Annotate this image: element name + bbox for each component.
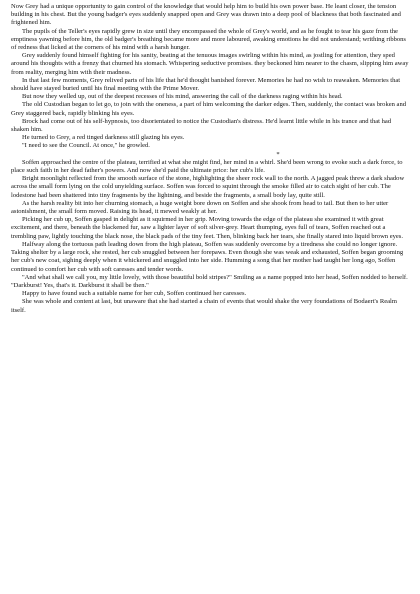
paragraph: But now they welled up, out of the deepest recesses of his mind, answering the call of the darkness raging within his head. bbox=[22, 93, 343, 101]
paragraph: The old Custodian began to let go, to join with the oneness, a part of him welcoming the darker edges. Then, suddenly, the contact was broken and Grey staggered back, rapidly blinking his eyes. bbox=[11, 101, 406, 117]
paragraph: Bright moonlight reflected from the smooth surface of the stone, highlighting the sheer rock wall to the north. A jagged peak threw a dark shadow across the small form lying on the cold unyielding surface. Soffen was forced to squint through the smoke filled air to catch sight of her cub. The lodestone had been shattered into tiny fragments by the lightning, and beside the fragments, a small body lay, quite still. bbox=[11, 175, 405, 199]
paragraph: Happy to have found such a suitable name for her cub, Soffen continued her caresses. bbox=[22, 290, 247, 298]
paragraph: Now Grey had a unique opportunity to gain control of the knowledge that would help him to build his own power base. He leant closer, the tension building in his chest. But the young badger's eyes suddenly snapped open and Grey was drawn into a deep pool of blackness that both fascinated and frightened him. bbox=[11, 3, 401, 27]
paragraph: In that last few moments, Grey relived parts of his life that he'd thought banished forever. Memories he had no wish to reawaken. Memories that should have stayed buried until his final meeting with the Prime Mover. bbox=[11, 76, 401, 93]
paragraph: He turned to Grey, a red tinged darkness still glazing his eyes. bbox=[22, 134, 185, 142]
paragraph: Brock had come out of his self-hypnosis, too disorientated to notice the Custodian's distress. He'd learnt little while in his trance and that had shaken him. bbox=[11, 117, 392, 134]
paragraph: As the harsh reality bit into her churning stomach, a huge weight bore down on Soffen and she shook from head to tail. But then to her utter astonishment, the small form moved. Raising its head, it mewed weakly at her. bbox=[11, 199, 389, 216]
paragraph: "And what shall we call you, my little lovely, with those beautiful bold stripes?" Smiling as a name popped into her head, Soffen nodded to herself. "Darkburst! Yes, that's it. Darkburst it shall be then." bbox=[11, 273, 408, 289]
paragraph: The pupils of the Teller's eyes rapidly grew in size until they encompassed the whole of Grey's world, and as he fought to tear his gaze from the emptiness yawning before him, the old badger's breathing became more and more laboured, awaking emotions he did not understand; writhing ribbons of redness that licked at the corners of his mind with a harsh hunger. bbox=[11, 27, 406, 52]
paragraph: Soffen approached the centre of the plateau, terrified at what she might find, her mind in a whirl. She'd been wrong to evoke such a dark force, to place such faith in her dead father's powers. And now she'd paid the ultimate price: her cub's life. bbox=[11, 158, 403, 175]
paragraph: Picking her cub up, Soffen gasped in delight as it squirmed in her grip. Moving towards the edge of the plateau she examined it with great excitement, and there, beneath the blackened fur, saw a lighter layer of soft silver-grey. Heart thumping, eyes full of tears, Soffen reached out a trembling paw, lightly touching the black nose, the black pads of the tiny feet. Then, blinking back her tears, she finally stared into liquid brown eyes. bbox=[11, 216, 403, 240]
paragraph: "I need to see the Council. At once," he growled. bbox=[22, 142, 150, 150]
paragraph: Halfway along the tortuous path leading down from the high plateau, Soffen was suddenly overcome by a tiredness she could no longer ignore. Taking shelter by a large rock, she rested, her cub snuggled between her forepaws. Even though she was weak and exhausted, Soffen began grooming her cub's new coat, sighing deeply when it whickered and snuggled into her side. Humming a song that her mother had taught her long ago, Soffen continued to comfort her cub with soft caresses and tender words. bbox=[11, 240, 404, 273]
scene-break: * bbox=[276, 150, 280, 158]
paragraph: She was whole and content at last, but unaware that she had started a chain of events that would shake the very foundations of Bodaert's Realm itself. bbox=[11, 298, 397, 314]
paragraph: Grey suddenly found himself fighting for his sanity, beating at the tenuous images swirling within his mind, as jostling for attention, they sped around his thoughts with a frenzy that churned his stomach. Whispering seductive promises. they beckoned him nearer to the chasm, slipping him away from reality, merging him with their madness. bbox=[11, 52, 409, 76]
